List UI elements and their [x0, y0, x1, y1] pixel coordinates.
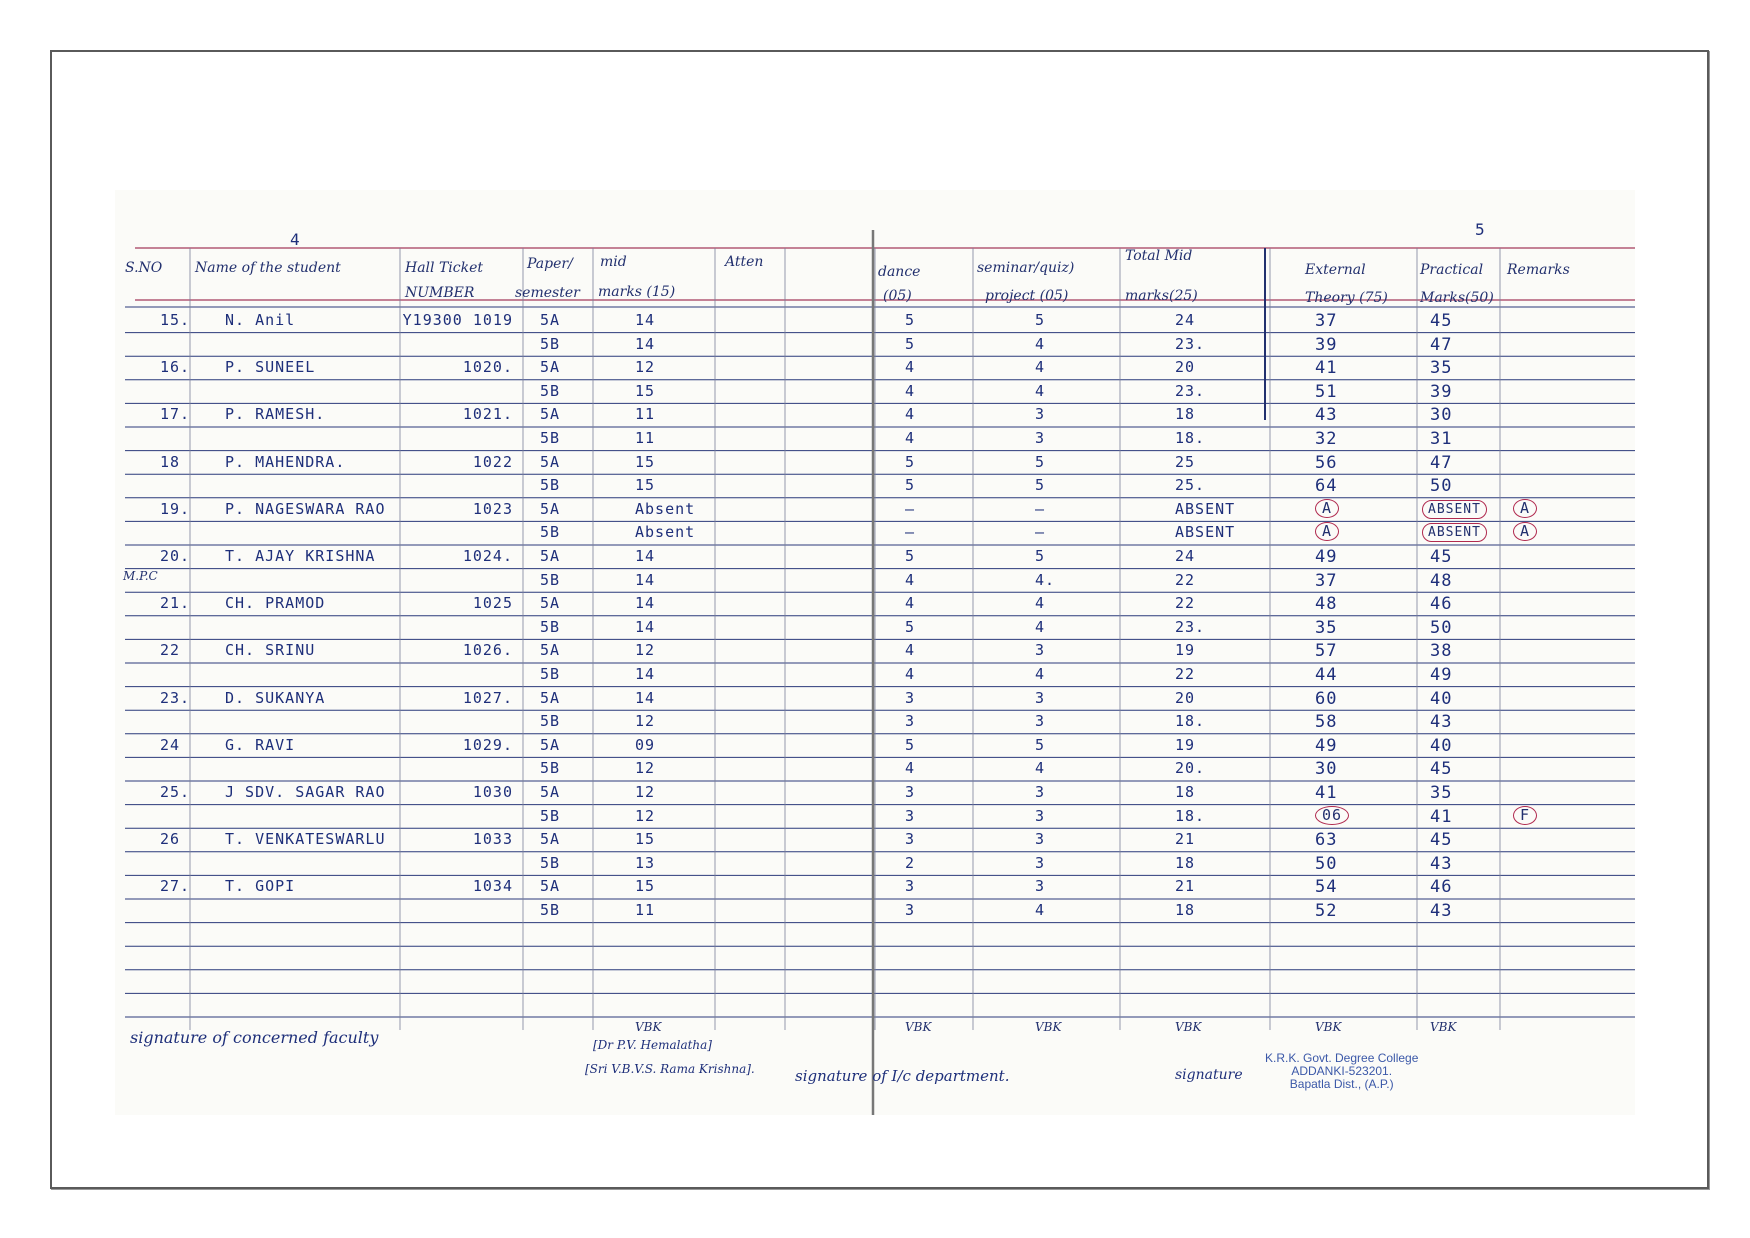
remark: A [1513, 522, 1537, 541]
header-mid1: mid [600, 254, 627, 270]
seminar-marks: 3 [1035, 429, 1046, 447]
external-marks: 37 [1315, 311, 1338, 331]
side-note-mpc: M.P.C [123, 568, 158, 583]
external-marks: 60 [1315, 688, 1338, 709]
remark-circled [1513, 806, 1537, 825]
student-name: CH. SRINU [225, 641, 316, 660]
attendance-marks: 4 [905, 570, 916, 589]
attendance-marks: 4 [905, 429, 916, 447]
external-marks-circled [1315, 522, 1339, 541]
semester: 5A [540, 405, 561, 424]
hall-ticket-number: 1021. [462, 405, 513, 424]
attendance-marks: 4 [905, 594, 916, 613]
total-mid-marks: 22 [1175, 570, 1196, 589]
external-marks: 41 [1315, 783, 1338, 803]
mid-marks: 15 [635, 830, 656, 849]
practical-marks: 45 [1430, 759, 1453, 780]
seminar-marks: 4 [1035, 759, 1046, 778]
attendance-marks: 4 [905, 358, 916, 377]
semester: 5B [540, 381, 561, 400]
practical-marks: 45 [1430, 311, 1453, 331]
remark: A [1513, 499, 1537, 518]
total-mid-marks: 19 [1175, 641, 1196, 660]
external-marks: 49 [1315, 547, 1338, 567]
header-mid2: marks (15) [598, 284, 676, 300]
hall-ticket-number: 1033 [472, 830, 513, 849]
hall-ticket-number: 1027. [462, 688, 513, 707]
total-mid-marks: 18. [1175, 806, 1206, 825]
practical-marks: 47 [1430, 452, 1453, 473]
external-marks: 35 [1315, 617, 1338, 638]
hall-ticket-number: Y19300 1019 [402, 311, 513, 329]
header-seminar1: seminar/quiz) [977, 260, 1075, 276]
semester: 5B [540, 806, 561, 825]
practical-marks-circled [1422, 522, 1487, 542]
external-marks: 64 [1315, 476, 1338, 497]
total-mid-marks: 18. [1175, 712, 1206, 731]
header-hall2: NUMBER [405, 285, 475, 301]
college-stamp [1265, 1052, 1418, 1091]
student-sno: 27. [160, 877, 191, 896]
mid-marks: 14 [635, 665, 656, 683]
attendance-marks: 2 [905, 853, 916, 872]
mid-marks: 15 [635, 476, 656, 495]
seminar-marks: 5 [1035, 735, 1046, 754]
external-marks: 63 [1315, 830, 1338, 851]
total-mid-marks: 21 [1175, 830, 1196, 849]
student-sno: 15. [160, 311, 191, 329]
remark-circled [1513, 522, 1537, 541]
semester: 5B [540, 617, 561, 636]
seminar-marks: 5 [1035, 476, 1046, 495]
student-name: T. VENKATESWARLU [225, 830, 386, 849]
mid-marks: 11 [635, 429, 656, 447]
header-total2: marks(25) [1125, 288, 1198, 304]
student-name: P. MAHENDRA. [225, 452, 346, 471]
seminar-marks: 3 [1035, 783, 1046, 801]
student-sno: 18 [160, 452, 181, 471]
external-marks: 57 [1315, 641, 1338, 662]
seminar-marks: 3 [1035, 877, 1046, 896]
practical-marks: ABSENT [1422, 523, 1487, 542]
student-sno: 20. [160, 547, 191, 565]
external-marks: A [1315, 499, 1339, 518]
attendance-marks: 5 [905, 452, 916, 471]
hall-ticket-number: 1023 [472, 499, 513, 518]
header-sno: S.NO [125, 260, 163, 276]
mid-marks: 12 [635, 358, 656, 377]
external-marks: 58 [1315, 712, 1338, 733]
practical-marks: 50 [1430, 476, 1453, 497]
attendance-marks: 5 [905, 311, 916, 329]
mid-marks: 14 [635, 688, 656, 707]
practical-marks: 39 [1430, 381, 1453, 402]
initials-vbk: VBK [905, 1020, 932, 1034]
student-sno: 17. [160, 405, 191, 424]
total-mid-marks: ABSENT [1175, 523, 1236, 542]
semester: 5A [540, 547, 561, 565]
attendance-marks: 3 [905, 783, 916, 801]
external-marks: 49 [1315, 735, 1338, 756]
external-marks: 44 [1315, 665, 1338, 685]
mid-marks: 15 [635, 877, 656, 896]
practical-marks-circled [1422, 499, 1487, 519]
practical-marks: 46 [1430, 594, 1453, 615]
faculty-name-2: [Sri V.B.V.S. Rama Krishna]. [585, 1062, 755, 1076]
mid-marks: 12 [635, 759, 656, 778]
practical-marks: 30 [1430, 405, 1453, 426]
total-mid-marks: 24 [1175, 547, 1196, 565]
semester: 5A [540, 735, 561, 754]
stamp-line: ADDANKI-523201. [1291, 1064, 1393, 1078]
total-mid-marks: 18 [1175, 853, 1196, 872]
practical-marks: 49 [1430, 665, 1453, 685]
student-name: P. RAMESH. [225, 405, 326, 424]
hall-ticket-number: 1026. [462, 641, 513, 660]
total-mid-marks: 21 [1175, 877, 1196, 896]
attendance-marks: — [905, 523, 916, 542]
seminar-marks: 3 [1035, 405, 1046, 424]
external-marks: 43 [1315, 405, 1338, 426]
seminar-marks: 4 [1035, 334, 1046, 353]
practical-marks: 31 [1430, 429, 1453, 449]
initials-vbk: VBK [1315, 1020, 1342, 1034]
mid-marks: 14 [635, 334, 656, 353]
student-name: P. NAGESWARA RAO [225, 499, 386, 518]
attendance-marks: 4 [905, 641, 916, 660]
semester: 5A [540, 688, 561, 707]
mid-marks: 11 [635, 901, 656, 919]
mid-marks: 14 [635, 617, 656, 636]
semester: 5B [540, 429, 561, 447]
total-mid-marks: 18 [1175, 901, 1196, 919]
attendance-marks: 3 [905, 712, 916, 731]
external-marks: 30 [1315, 759, 1338, 780]
student-name: N. Anil [225, 311, 296, 329]
semester: 5A [540, 783, 561, 801]
header-total1: Total Mid [1125, 248, 1193, 264]
mid-marks: 11 [635, 405, 656, 424]
mid-marks: 15 [635, 381, 656, 400]
mid-marks: Absent [635, 499, 696, 518]
hall-ticket-number: 1020. [462, 358, 513, 377]
student-sno: 23. [160, 688, 191, 707]
semester: 5A [540, 594, 561, 613]
header-paper1: Paper/ [527, 256, 573, 272]
attendance-marks: 3 [905, 830, 916, 849]
semester: 5A [540, 452, 561, 471]
remark-circled [1513, 499, 1537, 518]
header-atten3: (05) [883, 288, 912, 304]
external-marks: 51 [1315, 381, 1338, 402]
attendance-marks: 3 [905, 688, 916, 707]
external-marks: 06 [1315, 806, 1349, 825]
header-seminar2: project (05) [985, 288, 1069, 304]
initials-vbk: VBK [1430, 1020, 1457, 1034]
initials-vbk: VBK [635, 1020, 662, 1034]
seminar-marks: 3 [1035, 688, 1046, 707]
header-paper2: semester [515, 285, 580, 301]
header-prac1: Practical [1420, 262, 1484, 278]
mid-marks: 12 [635, 783, 656, 801]
total-mid-marks: 23. [1175, 617, 1206, 636]
external-marks: A [1315, 522, 1339, 541]
principal-signature-label: signature [1175, 1067, 1243, 1083]
seminar-marks: 3 [1035, 641, 1046, 660]
mid-marks: 15 [635, 452, 656, 471]
total-mid-marks: 24 [1175, 311, 1196, 329]
semester: 5B [540, 901, 561, 919]
total-mid-marks: 22 [1175, 665, 1196, 683]
seminar-marks: — [1035, 523, 1046, 542]
student-sno: 26 [160, 830, 181, 849]
initials-vbk: VBK [1035, 1020, 1062, 1034]
student-name: T. AJAY KRISHNA [225, 547, 376, 565]
attendance-marks: 3 [905, 806, 916, 825]
semester: 5A [540, 877, 561, 896]
total-mid-marks: 18 [1175, 405, 1196, 424]
semester: 5B [540, 665, 561, 683]
practical-marks: 45 [1430, 830, 1453, 851]
hall-ticket-number: 1025 [472, 594, 513, 613]
hall-ticket-number: 1034 [472, 877, 513, 896]
total-mid-marks: 19 [1175, 735, 1196, 754]
practical-marks: 41 [1430, 806, 1453, 827]
total-mid-marks: 25. [1175, 476, 1206, 495]
mid-marks: 14 [635, 594, 656, 613]
student-name: D. SUKANYA [225, 688, 326, 707]
semester: 5B [540, 334, 561, 353]
student-name: P. SUNEEL [225, 358, 316, 377]
register-scan [115, 190, 1635, 1115]
header-ext2: Theory (75) [1305, 290, 1388, 306]
semester: 5A [540, 830, 561, 849]
total-mid-marks: ABSENT [1175, 499, 1236, 518]
mid-marks: 12 [635, 641, 656, 660]
seminar-marks: 5 [1035, 311, 1046, 329]
semester: 5B [540, 523, 561, 542]
faculty-signature-label: signature of concerned faculty [130, 1028, 379, 1047]
external-marks: 39 [1315, 334, 1338, 355]
student-name: T. GOPI [225, 877, 296, 896]
mid-marks: Absent [635, 523, 696, 542]
seminar-marks: 4 [1035, 901, 1046, 919]
attendance-marks: — [905, 499, 916, 518]
external-marks-circled [1315, 806, 1349, 825]
mid-marks: 14 [635, 547, 656, 565]
semester: 5B [540, 759, 561, 778]
student-sno: 19. [160, 499, 191, 518]
student-sno: 21. [160, 594, 191, 613]
mid-marks: 14 [635, 570, 656, 589]
mid-marks: 12 [635, 806, 656, 825]
seminar-marks: 4 [1035, 594, 1046, 613]
header-atten1: Atten [725, 254, 764, 270]
seminar-marks: 4 [1035, 617, 1046, 636]
practical-marks: 40 [1430, 735, 1453, 756]
attendance-marks: 4 [905, 665, 916, 683]
student-sno: 24 [160, 735, 181, 754]
page-number-right: 5 [1475, 220, 1486, 239]
external-marks: 52 [1315, 901, 1338, 921]
student-sno: 25. [160, 783, 191, 801]
attendance-marks: 5 [905, 547, 916, 565]
total-mid-marks: 20 [1175, 358, 1196, 377]
student-name: CH. PRAMOD [225, 594, 326, 613]
external-marks: 54 [1315, 877, 1338, 898]
remark: F [1513, 806, 1537, 825]
seminar-marks: 3 [1035, 830, 1046, 849]
student-sno: 22 [160, 641, 181, 660]
hall-ticket-number: 1022 [472, 452, 513, 471]
seminar-marks: 3 [1035, 712, 1046, 731]
total-mid-marks: 23. [1175, 381, 1206, 400]
seminar-marks: 4 [1035, 665, 1046, 683]
attendance-marks: 4 [905, 759, 916, 778]
attendance-marks: 4 [905, 381, 916, 400]
stamp-line: Bapatla Dist., (A.P.) [1289, 1077, 1394, 1091]
header-atten2: dance [878, 264, 921, 280]
practical-marks: ABSENT [1422, 500, 1487, 519]
practical-marks: 48 [1430, 570, 1453, 591]
practical-marks: 35 [1430, 358, 1453, 379]
external-marks: 37 [1315, 570, 1338, 591]
practical-marks: 47 [1430, 334, 1453, 355]
attendance-marks: 3 [905, 901, 916, 919]
total-mid-marks: 22 [1175, 594, 1196, 613]
seminar-marks: 4 [1035, 358, 1046, 377]
semester: 5B [540, 712, 561, 731]
student-name: J SDV. SAGAR RAO [225, 783, 386, 801]
student-sno: 16. [160, 358, 191, 377]
practical-marks: 43 [1430, 853, 1453, 874]
attendance-marks: 5 [905, 476, 916, 495]
external-marks: 48 [1315, 594, 1338, 615]
faculty-name-1: [Dr P.V. Hemalatha] [593, 1038, 712, 1052]
hall-ticket-number: 1030 [472, 783, 513, 801]
ic-department-signature-label: signature of I/c department. [795, 1067, 1010, 1085]
header-name: Name of the student [195, 260, 341, 276]
hall-ticket-number: 1029. [462, 735, 513, 754]
header-ext1: External [1305, 262, 1366, 278]
seminar-marks: 5 [1035, 547, 1046, 565]
total-mid-marks: 20 [1175, 688, 1196, 707]
page-number-left: 4 [290, 230, 301, 249]
semester: 5A [540, 358, 561, 377]
mid-marks: 12 [635, 712, 656, 731]
external-marks: 50 [1315, 853, 1338, 874]
practical-marks: 35 [1430, 783, 1453, 803]
header-prac2: Marks(50) [1420, 290, 1494, 306]
external-marks: 41 [1315, 358, 1338, 379]
semester: 5B [540, 853, 561, 872]
external-marks: 56 [1315, 452, 1338, 473]
seminar-marks: 4. [1035, 570, 1056, 589]
practical-marks: 50 [1430, 617, 1453, 638]
stamp-line: K.R.K. Govt. Degree College [1265, 1051, 1419, 1065]
seminar-marks: 3 [1035, 806, 1046, 825]
initials-vbk: VBK [1175, 1020, 1202, 1034]
header-hall1: Hall Ticket [405, 260, 484, 276]
mid-marks: 13 [635, 853, 656, 872]
semester: 5B [540, 570, 561, 589]
semester: 5A [540, 311, 561, 329]
attendance-marks: 3 [905, 877, 916, 896]
total-mid-marks: 23. [1175, 334, 1206, 353]
seminar-marks: 4 [1035, 381, 1046, 400]
external-marks-circled [1315, 499, 1339, 518]
attendance-marks: 5 [905, 735, 916, 754]
practical-marks: 38 [1430, 641, 1453, 662]
semester: 5B [540, 476, 561, 495]
total-mid-marks: 18 [1175, 783, 1196, 801]
practical-marks: 45 [1430, 547, 1453, 567]
seminar-marks: — [1035, 499, 1046, 518]
attendance-marks: 4 [905, 405, 916, 424]
attendance-marks: 5 [905, 334, 916, 353]
semester: 5A [540, 641, 561, 660]
semester: 5A [540, 499, 561, 518]
total-mid-marks: 20. [1175, 759, 1206, 778]
total-mid-marks: 18. [1175, 429, 1206, 447]
practical-marks: 43 [1430, 901, 1453, 921]
mid-marks: 14 [635, 311, 656, 329]
practical-marks: 40 [1430, 688, 1453, 709]
student-name: G. RAVI [225, 735, 296, 754]
mid-marks: 09 [635, 735, 656, 754]
seminar-marks: 5 [1035, 452, 1046, 471]
practical-marks: 43 [1430, 712, 1453, 733]
external-marks: 32 [1315, 429, 1338, 449]
practical-marks: 46 [1430, 877, 1453, 898]
attendance-marks: 5 [905, 617, 916, 636]
total-mid-marks: 25 [1175, 452, 1196, 471]
hall-ticket-number: 1024. [462, 547, 513, 565]
seminar-marks: 3 [1035, 853, 1046, 872]
header-remarks: Remarks [1507, 262, 1570, 278]
